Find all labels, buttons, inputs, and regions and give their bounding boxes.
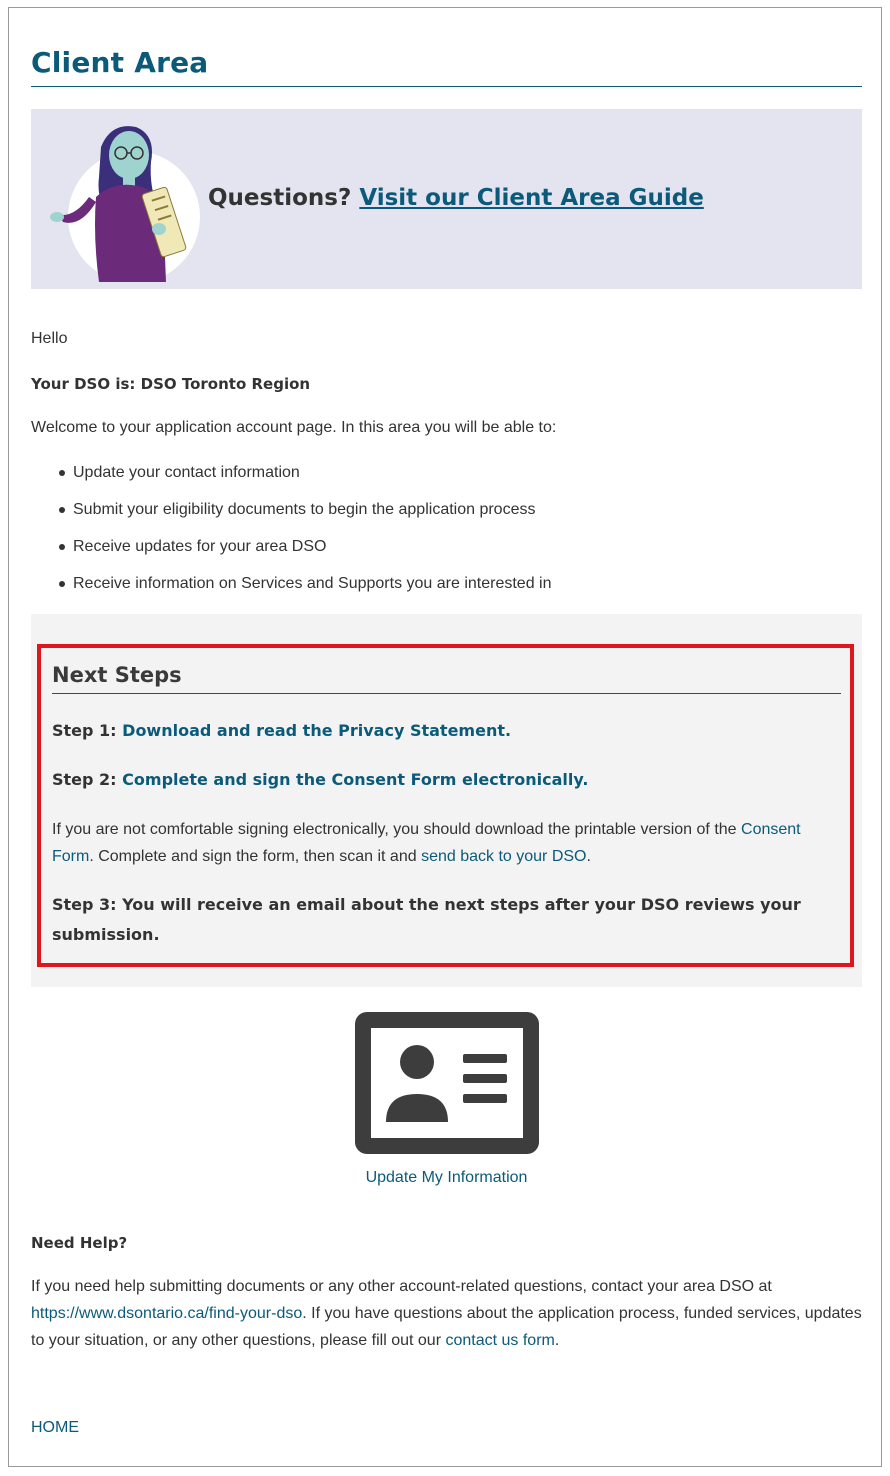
guide-prompt (208, 185, 704, 211)
page-title: Client Area (31, 46, 209, 79)
home-link[interactable]: HOME (31, 1419, 79, 1436)
step-1 (52, 721, 511, 740)
abilities-list (53, 463, 551, 611)
step-2 (52, 770, 588, 789)
step-2-label: Step 2: (52, 770, 117, 789)
privacy-statement-link[interactable]: Download and read the Privacy Statement. (122, 721, 512, 740)
note-text-1: If you are not comfortable signing electronically, you should download the printable version of the (52, 821, 737, 838)
dso-assignment (31, 375, 310, 393)
printable-consent-note (52, 816, 842, 870)
list-item: Submit your eligibility documents to begin the application process (53, 500, 551, 537)
step-1-label: Step 1: (52, 721, 117, 740)
list-item: Receive information on Services and Supports you are interested in (53, 574, 551, 611)
need-help-title: Need Help? (31, 1234, 128, 1252)
note-text-2: . Complete and sign the form, then scan it and (89, 848, 417, 865)
send-back-to-dso-link[interactable]: send back to your DSO (421, 848, 587, 865)
help-text-2: . If you have questions about the application process, funded services, updates to your situation, or any other questions, please fill out our (31, 1305, 862, 1349)
id-card-icon[interactable] (355, 1012, 539, 1154)
next-steps-divider (52, 693, 841, 694)
dso-value: DSO Toronto Region (140, 375, 311, 393)
banner-prefix: Questions? (208, 185, 352, 211)
contact-us-form-link[interactable]: contact us form (445, 1332, 555, 1349)
consent-form-link[interactable]: Consent Form (52, 821, 801, 865)
find-your-dso-link[interactable]: https://www.dsontario.ca/find-your-dso (31, 1305, 303, 1322)
help-text-1: If you need help submitting documents or any other account-related questions, contact your area DSO at (31, 1278, 772, 1295)
woman-with-clipboard-illustration (41, 117, 201, 282)
consent-form-electronic-link[interactable]: Complete and sign the Consent Form electronically. (122, 770, 589, 789)
help-text-3: . (554, 1332, 560, 1349)
step-3: Step 3: You will receive an email about the next steps after your DSO reviews your submission. (52, 895, 801, 944)
page-frame (8, 7, 882, 1467)
guide-banner (31, 109, 862, 289)
help-text (31, 1273, 862, 1354)
greeting-text: Hello (31, 330, 68, 347)
list-item: Receive updates for your area DSO (53, 537, 551, 574)
title-divider (31, 86, 862, 87)
next-steps-title: Next Steps (52, 663, 182, 687)
dso-label: Your DSO is: (31, 375, 136, 393)
intro-text: Welcome to your application account page. In this area you will be able to: (31, 419, 557, 436)
update-my-information-link[interactable]: Update My Information (365, 1169, 528, 1186)
list-item: Update your contact information (53, 463, 551, 500)
note-text-3: . (586, 848, 591, 865)
client-area-guide-link[interactable]: Visit our Client Area Guide (359, 185, 704, 211)
